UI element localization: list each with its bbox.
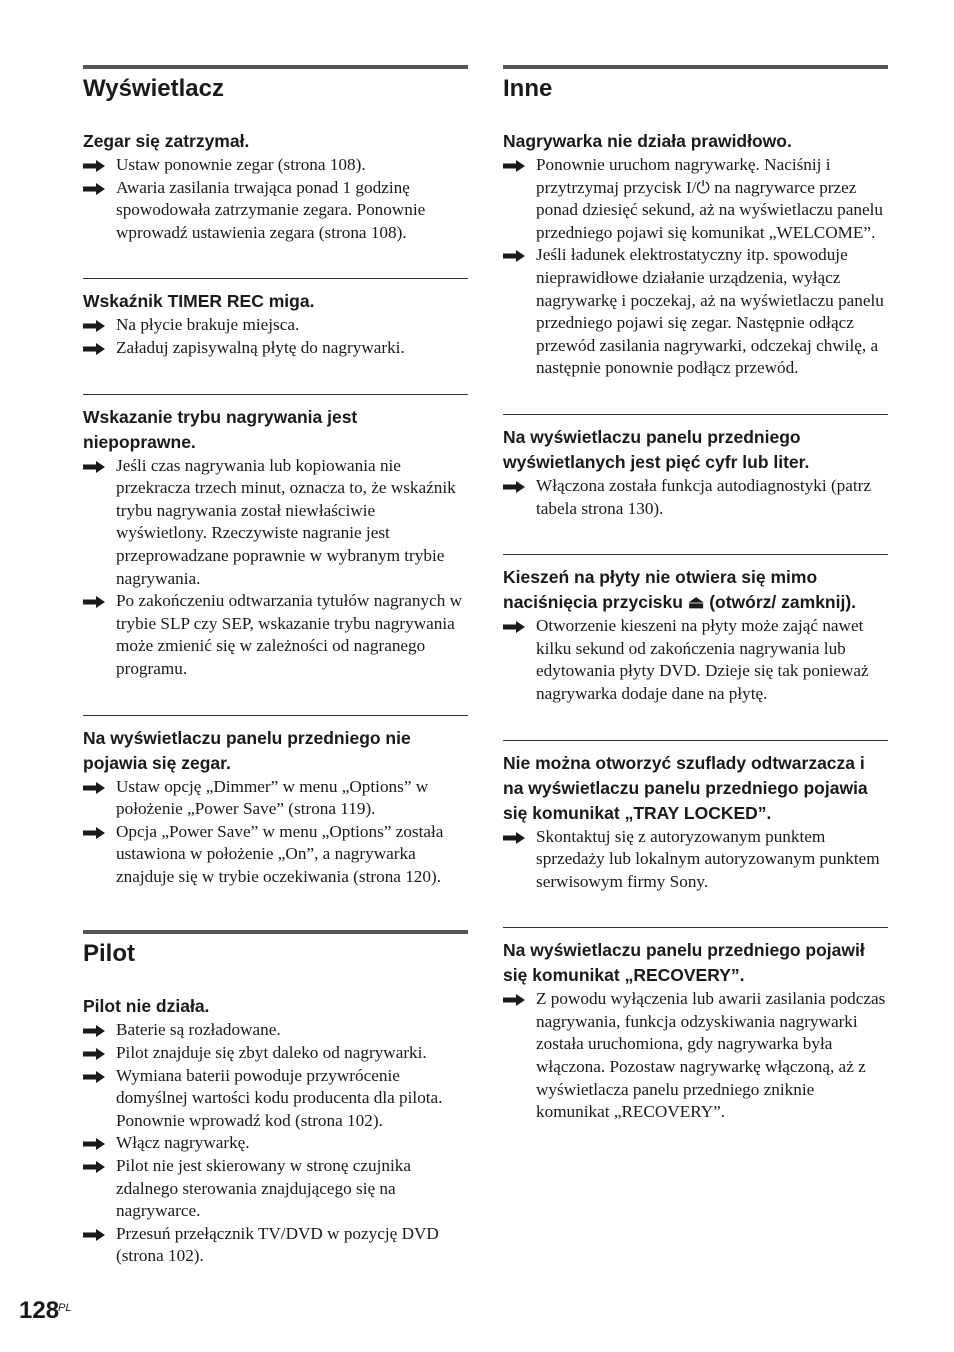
- remedy-item: [83, 1223, 468, 1268]
- left-column: [83, 65, 468, 1288]
- remedy-list: [83, 154, 468, 244]
- right-arrow-icon: [83, 782, 105, 794]
- remedy-text: Na płycie brakuje miejsca.: [116, 315, 300, 335]
- remedy-item: [83, 821, 468, 889]
- right-arrow-icon: [83, 1229, 105, 1241]
- right-arrow-icon: [83, 1025, 105, 1037]
- block-title: Na wyświetlaczu panelu przedniego pojawił się komunikat „RECOVERY”.: [503, 940, 865, 986]
- remedy-item: [83, 776, 468, 821]
- remedy-list: [83, 455, 468, 681]
- remedy-item: [83, 1132, 468, 1155]
- troubleshooting-block: [83, 994, 468, 1288]
- troubleshooting-block: [503, 927, 888, 1144]
- right-arrow-icon: [83, 160, 105, 172]
- right-arrow-icon: [503, 994, 525, 1006]
- remedy-text: Otworzenie kieszeni na płyty może zająć nawet kilku sekund od zakończenia nagrywania lub edytowania płyty DVD. Dzieje się tak ponieważ nagrywarka dodaje dane na płytę.: [536, 616, 869, 703]
- block-title: Wskazanie trybu nagrywania jest niepoprawne.: [83, 406, 358, 452]
- right-arrow-icon: [503, 621, 525, 633]
- remedy-text: Ponownie uruchom nagrywarkę. Naciśnij i przytrzymaj przycisk I/⏻ na nagrywarce przez ponad dziesięć sekund, aż na wyświetlaczu panelu przedniego pojawi się komunikat „WELCOME”.: [536, 155, 883, 242]
- block-title: Nie można otworzyć szuflady odtwarzacza i na wyświetlaczu panelu przedniego pojawia się komunikat „TRAY LOCKED”.: [503, 752, 868, 823]
- block-title: Na wyświetlaczu panelu przedniego nie pojawia się zegar.: [83, 727, 411, 773]
- remedy-list: [503, 615, 888, 705]
- remedy-item: [83, 1019, 468, 1042]
- remedy-text: Skontaktuj się z autoryzowanym punktem sprzedaży lub lokalnym autoryzowanym punktem serwisowym firmy Sony.: [536, 826, 880, 891]
- right-arrow-icon: [83, 343, 105, 355]
- remedy-item: [83, 337, 468, 360]
- right-arrow-icon: [83, 320, 105, 332]
- remedy-list: [83, 314, 468, 359]
- page-number: 128: [19, 1297, 60, 1324]
- remedy-text: Wymiana baterii powoduje przywrócenie domyślnej wartości kodu producenta dla pilota. Ponownie wprowadź kod (strona 102).: [116, 1065, 443, 1130]
- troubleshooting-block: [503, 554, 888, 725]
- remedy-item: [83, 1065, 468, 1133]
- remedy-list: [503, 154, 888, 380]
- troubleshooting-block: [83, 278, 468, 379]
- block-title: Pilot nie działa.: [83, 996, 210, 1017]
- right-arrow-icon: [503, 481, 525, 493]
- right-arrow-icon: [503, 160, 525, 172]
- remedy-text: Z powodu wyłączenia lub awarii zasilania podczas nagrywania, funkcja odzyskiwania nagrywarki została uruchomiona, gdy nagrywarka była włączona. Pozostaw nagrywarkę włączoną, aż z wyświetlacza panelu przedniego zniknie komunikat „RECOVERY”.: [536, 989, 886, 1122]
- remedy-list: [503, 475, 888, 520]
- remedy-text: Awaria zasilania trwająca ponad 1 godzinę spowodowała zatrzymanie zegara. Ponownie wprowadź ustawienia zegara (strona 108).: [116, 177, 426, 242]
- troubleshooting-block: [83, 715, 468, 909]
- right-column: [503, 65, 888, 1144]
- remedy-item: [83, 177, 468, 245]
- remedy-item: [503, 615, 888, 705]
- pilot-blocks: [83, 994, 468, 1288]
- remedy-text: Załaduj zapisywalną płytę do nagrywarki.: [116, 337, 405, 357]
- remedy-list: [503, 826, 888, 894]
- right-blocks: [503, 129, 888, 1144]
- remedy-item: [503, 244, 888, 380]
- troubleshooting-block: [503, 129, 888, 400]
- remedy-item: [83, 1042, 468, 1065]
- remedy-text: Przesuń przełącznik TV/DVD w pozycję DVD (strona 102).: [116, 1223, 439, 1266]
- remedy-text: Po zakończeniu odtwarzania tytułów nagranych w trybie SLP czy SEP, wskazanie trybu nagrywania może zmienić się w zależności od nagranego programu.: [116, 591, 463, 678]
- remedy-list: [503, 988, 888, 1124]
- section-title-pilot: Pilot: [83, 930, 468, 970]
- remedy-item: [503, 988, 888, 1124]
- remedy-text: Ustaw opcję „Dimmer” w menu „Options” w położenie „Power Save” (strona 119).: [116, 776, 429, 819]
- remedy-text: Włącz nagrywarkę.: [116, 1133, 250, 1153]
- remedy-list: [83, 1019, 468, 1268]
- right-arrow-icon: [83, 1071, 105, 1083]
- remedy-text: Włączona została funkcja autodiagnostyki (patrz tabela strona 130).: [536, 475, 872, 518]
- right-arrow-icon: [503, 832, 525, 844]
- right-arrow-icon: [83, 596, 105, 608]
- section-title-wyswietlacz: Wyświetlacz: [83, 65, 468, 105]
- remedy-item: [503, 826, 888, 894]
- section-title-inne: Inne: [503, 65, 888, 105]
- right-arrow-icon: [83, 183, 105, 195]
- remedy-item: [503, 154, 888, 244]
- remedy-text: Baterie są rozładowane.: [116, 1020, 281, 1040]
- remedy-item: [83, 314, 468, 337]
- block-title: Kieszeń na płyty nie otwiera się mimo naciśnięcia przycisku ⏏ (otwórz/ zamknij).: [503, 567, 857, 613]
- page-language: PL: [58, 1302, 72, 1314]
- remedy-text: Opcja „Power Save” w menu „Options” została ustawiona w położenie „On”, a nagrywarka znajduje się w trybie oczekiwania (strona 120).: [116, 821, 444, 886]
- remedy-item: [83, 154, 468, 177]
- troubleshooting-block: [503, 414, 888, 540]
- block-title: Wskaźnik TIMER REC miga.: [83, 291, 315, 312]
- remedy-item: [83, 455, 468, 591]
- remedy-text: Pilot znajduje się zbyt daleko od nagrywarki.: [116, 1043, 427, 1063]
- block-title: Na wyświetlaczu panelu przedniego wyświetlanych jest pięć cyfr lub liter.: [503, 426, 810, 472]
- remedy-text: Jeśli czas nagrywania lub kopiowania nie przekracza trzech minut, oznacza to, że wskaźnik trybu nagrywania został niewłaściwie wyświetlony. Rzeczywiste nagranie jest przeprowadzane poprawnie w wybranym trybie nagrywania.: [116, 455, 456, 588]
- remedy-list: [83, 776, 468, 889]
- block-title: Zegar się zatrzymał.: [83, 131, 250, 151]
- remedy-text: Pilot nie jest skierowany w stronę czujnika zdalnego sterowania znajdującego się na nagrywarce.: [116, 1156, 411, 1221]
- remedy-text: Jeśli ładunek elektrostatyczny itp. spowoduje nieprawidłowe działanie urządzenia, wyłącz nagrywarkę i poczekaj, aż na wyświetlaczu panelu przedniego pojawi się zegar. Następnie odłącz przewód zasilania nagrywarki, odczekaj chwilę, a następnie ponownie podłącz przewód.: [536, 245, 884, 378]
- right-arrow-icon: [83, 1138, 105, 1150]
- right-arrow-icon: [83, 461, 105, 473]
- troubleshooting-block: [83, 394, 468, 701]
- block-title: Nagrywarka nie działa prawidłowo.: [503, 131, 792, 151]
- right-arrow-icon: [83, 1161, 105, 1173]
- left-blocks: [83, 129, 468, 908]
- remedy-item: [83, 590, 468, 680]
- right-arrow-icon: [503, 250, 525, 262]
- troubleshooting-block: [503, 740, 888, 914]
- remedy-item: [83, 1155, 468, 1223]
- remedy-item: [503, 475, 888, 520]
- remedy-text: Ustaw ponownie zegar (strona 108).: [116, 155, 366, 174]
- right-arrow-icon: [83, 1048, 105, 1060]
- troubleshooting-block: [83, 129, 468, 264]
- right-arrow-icon: [83, 827, 105, 839]
